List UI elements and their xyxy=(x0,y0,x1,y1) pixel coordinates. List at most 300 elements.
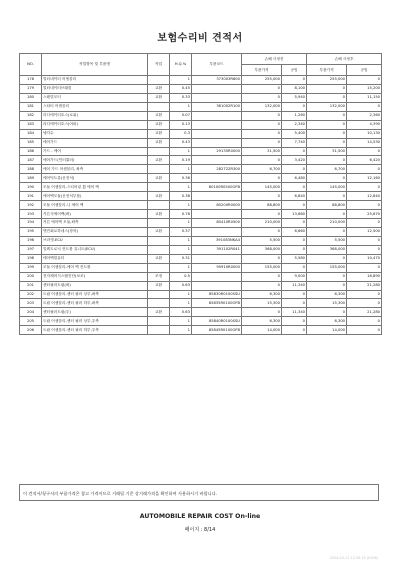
row-part-name: 브라켓-ECU xyxy=(42,236,148,245)
row-labor-after: 0 xyxy=(347,165,382,174)
row-part-code xyxy=(192,93,242,102)
row-no: 195 xyxy=(20,227,42,236)
row-part-price-before: 0 xyxy=(242,272,282,281)
table-row xyxy=(20,111,382,120)
row-part-price-after: 0 xyxy=(307,120,347,129)
table-row xyxy=(20,165,382,174)
row-part-name: 트림 어셈블리-센터 필러 상부,좌측 xyxy=(42,290,148,299)
row-no: 184 xyxy=(20,129,42,138)
header-before-group: 손해 사정전 xyxy=(242,54,307,65)
table-row xyxy=(20,272,382,281)
row-part-name: 트림 어셈블리-센터 필러 하부,좌측 xyxy=(42,299,148,308)
row-work xyxy=(148,201,170,210)
row-labor-after: 4,390 xyxy=(347,120,382,129)
row-work: 교환 xyxy=(148,174,170,183)
row-part-price-before: 0 xyxy=(242,210,282,219)
row-no: 189 xyxy=(20,174,42,183)
row-part-price-after: 0 xyxy=(307,281,347,290)
row-hq: 1 xyxy=(170,76,192,85)
row-no: 204 xyxy=(20,308,42,317)
row-part-code xyxy=(192,254,242,263)
row-no: 206 xyxy=(20,326,42,335)
header-part-price-after: 부품가격 xyxy=(307,65,347,76)
row-part-price-after: 255,000 xyxy=(307,76,347,85)
row-labor-before: 0 xyxy=(282,183,307,192)
row-labor-after: 15,200 xyxy=(347,84,382,93)
row-labor-before: 5,580 xyxy=(282,254,307,263)
row-part-price-after: 88,800 xyxy=(307,201,347,210)
row-no: 179 xyxy=(20,84,42,93)
row-no: 197 xyxy=(20,245,42,254)
row-part-name: 커튼 에어백 모듈,좌측 xyxy=(42,219,148,228)
row-labor-before: 9,000 xyxy=(282,272,307,281)
row-part-price-before: 14,000 xyxy=(242,326,282,335)
timestamp-watermark: 2024-03-17 12:16:15 (0206) xyxy=(329,556,378,560)
row-no: 196 xyxy=(20,236,42,245)
row-part-price-after: 6,700 xyxy=(307,165,347,174)
row-part-price-before: 145,000 xyxy=(242,183,282,192)
row-part-price-before: 5,500 xyxy=(242,236,282,245)
row-labor-after: 6,420 xyxy=(347,156,382,165)
row-hq: 1 xyxy=(170,183,192,192)
row-labor-after: 0 xyxy=(347,326,382,335)
row-hq: 0.3 xyxy=(170,129,192,138)
row-part-price-before: 0 xyxy=(242,156,282,165)
row-part-code: 391083NKA4 xyxy=(192,236,242,245)
table-row xyxy=(20,156,382,165)
row-hq: 1 xyxy=(170,201,192,210)
row-work xyxy=(148,76,170,85)
row-part-code: 391102R041 xyxy=(192,245,242,254)
row-no: 199 xyxy=(20,263,42,272)
row-part-code xyxy=(192,156,242,165)
row-part-code: 361002R100 xyxy=(192,102,242,111)
row-part-name: 모듈 어셈블리-니 에어 백 xyxy=(42,201,148,210)
row-part-price-after: 14,000 xyxy=(307,326,347,335)
row-part-name: 트림 어셈블리-센터 필러 하부,우측 xyxy=(42,326,148,335)
row-labor-before: 0 xyxy=(282,219,307,228)
row-part-price-before: 210,000 xyxy=(242,219,282,228)
row-part-price-after: 15,300 xyxy=(307,299,347,308)
row-part-price-after: 0 xyxy=(307,272,347,281)
row-part-price-after: 0 xyxy=(307,156,347,165)
row-no: 190 xyxy=(20,183,42,192)
row-labor-after: 21,280 xyxy=(347,281,382,290)
table-row xyxy=(20,210,382,219)
table-header xyxy=(20,54,382,76)
row-no: 193 xyxy=(20,210,42,219)
row-part-name: 얼터네이터 어셈블리 xyxy=(42,76,148,85)
row-part-price-after: 0 xyxy=(307,210,347,219)
disclaimer-note: 이 견적서/청구서의 부품가격은 참고 가격이므로 거래될 기준 상거래가격을 확인하여 사용하시기 바랍니다. xyxy=(19,484,379,501)
row-no: 200 xyxy=(20,272,42,281)
row-part-price-after: 0 xyxy=(307,192,347,201)
row-part-code: 29135R0000 xyxy=(192,147,242,156)
row-labor-before: 2,340 xyxy=(282,120,307,129)
row-work xyxy=(148,317,170,326)
row-no: 191 xyxy=(20,192,42,201)
header-hq: H.Q.% xyxy=(170,54,192,76)
row-part-name: 모듈 어셈블리-스티어링 휠 에어 백 xyxy=(42,183,148,192)
row-part-name: 센터필러트림(우) xyxy=(42,308,148,317)
row-no: 202 xyxy=(20,290,42,299)
row-work xyxy=(148,299,170,308)
footer-title: AUTOMOBILE REPAIR COST On-line xyxy=(139,513,261,520)
row-work: 조정 xyxy=(148,272,170,281)
row-labor-before: 11,340 xyxy=(282,281,307,290)
row-work: 교환 xyxy=(148,93,170,102)
row-part-name: 에어백컴퓨터 xyxy=(42,254,148,263)
row-hq: 0.38 xyxy=(170,192,192,201)
row-part-code xyxy=(192,308,242,317)
row-no: 182 xyxy=(20,111,42,120)
row-part-name: 전자제어식스템진단(보조) xyxy=(42,272,148,281)
row-work: 교환 xyxy=(148,227,170,236)
row-work: 교환 xyxy=(148,120,170,129)
row-part-price-before: 0 xyxy=(242,138,282,147)
row-hq: 1 xyxy=(170,102,192,111)
row-part-code xyxy=(192,138,242,147)
row-part-name: 냉각수 xyxy=(42,129,148,138)
row-work xyxy=(148,147,170,156)
row-part-name: 에어가드 xyxy=(42,138,148,147)
row-labor-before: 0 xyxy=(282,326,307,335)
table-row xyxy=(20,326,382,335)
row-labor-after: 0 xyxy=(347,219,382,228)
row-labor-before: 3,420 xyxy=(282,156,307,165)
row-no: 183 xyxy=(20,120,42,129)
row-labor-before: 0 xyxy=(282,165,307,174)
row-part-price-after: 0 xyxy=(307,129,347,138)
row-work: 교환 xyxy=(148,192,170,201)
row-part-code: 85835R0100OFB xyxy=(192,299,242,308)
table-row xyxy=(20,290,382,299)
row-labor-after: 2,360 xyxy=(347,111,382,120)
row-part-price-before: 0 xyxy=(242,93,282,102)
row-labor-after: 0 xyxy=(347,102,382,111)
row-work: 교환 xyxy=(148,281,170,290)
row-part-code xyxy=(192,210,242,219)
row-labor-after: 12,840 xyxy=(347,192,382,201)
row-part-price-before: 6,300 xyxy=(242,317,282,326)
row-labor-before: 0 xyxy=(282,76,307,85)
row-hq: 1 xyxy=(170,236,192,245)
row-labor-before: 8,100 xyxy=(282,84,307,93)
row-no: 188 xyxy=(20,165,42,174)
row-work xyxy=(148,165,170,174)
row-part-price-after: 155,000 xyxy=(307,263,347,272)
row-work: 교환 xyxy=(148,129,170,138)
table-row xyxy=(20,281,382,290)
row-labor-before: 5,400 xyxy=(282,129,307,138)
row-part-price-before: 368,000 xyxy=(242,245,282,254)
row-part-price-after: 210,000 xyxy=(307,219,347,228)
row-no: 198 xyxy=(20,254,42,263)
row-part-price-after: 145,000 xyxy=(307,183,347,192)
row-part-name: 커튼식에어백(좌) xyxy=(42,210,148,219)
table-row xyxy=(20,129,382,138)
row-part-name: 모듈 어셈블리-에어 백 컨트롤 xyxy=(42,263,148,272)
row-hq: 0.63 xyxy=(170,308,192,317)
row-no: 178 xyxy=(20,76,42,85)
table-row xyxy=(20,263,382,272)
table-row xyxy=(20,183,382,192)
row-work xyxy=(148,102,170,111)
row-work: 교환 xyxy=(148,254,170,263)
row-hq: 0.63 xyxy=(170,281,192,290)
row-part-code: 85830R0100SSU xyxy=(192,290,242,299)
row-part-price-before: 0 xyxy=(242,192,282,201)
row-part-name: 에어 가드 어셈블리, 좌측 xyxy=(42,165,148,174)
row-hq: 1 xyxy=(170,317,192,326)
row-no: 194 xyxy=(20,219,42,228)
table-row xyxy=(20,299,382,308)
header-work: 작업 xyxy=(148,54,170,76)
row-part-code: 373003R600 xyxy=(192,76,242,85)
row-part-name: 스타터 어셈블리 xyxy=(42,102,148,111)
row-part-price-after: 6,300 xyxy=(307,317,347,326)
table-row xyxy=(20,102,382,111)
row-part-code xyxy=(192,129,242,138)
row-hq: 1 xyxy=(170,245,192,254)
row-work xyxy=(148,326,170,335)
row-part-code xyxy=(192,192,242,201)
row-part-price-after: 0 xyxy=(307,84,347,93)
row-part-price-before: 0 xyxy=(242,174,282,183)
row-no: 181 xyxy=(20,102,42,111)
row-work xyxy=(148,183,170,192)
row-labor-after: 0 xyxy=(347,299,382,308)
row-labor-before: 11,340 xyxy=(282,308,307,317)
row-labor-before: 0 xyxy=(282,147,307,156)
row-part-price-before: 0 xyxy=(242,120,282,129)
row-part-code xyxy=(192,281,242,290)
table-row xyxy=(20,308,382,317)
row-part-price-after: 0 xyxy=(307,308,347,317)
table-row xyxy=(20,201,382,210)
row-part-price-before: 0 xyxy=(242,84,282,93)
row-labor-before: 0 xyxy=(282,317,307,326)
row-hq: 0.31 xyxy=(170,254,192,263)
row-part-code: 282722R300 xyxy=(192,165,242,174)
row-no: 201 xyxy=(20,281,42,290)
header-labor-after: 공임 xyxy=(347,65,382,76)
row-labor-after: 0 xyxy=(347,263,382,272)
row-part-name: 라디에이터호스(로워) xyxy=(42,111,148,120)
row-labor-after: 12,160 xyxy=(347,174,382,183)
row-labor-before: 0 xyxy=(282,102,307,111)
row-labor-after: 16,890 xyxy=(347,272,382,281)
row-part-price-before: 0 xyxy=(242,111,282,120)
row-part-name: 얼터네이터브래킷 xyxy=(42,84,148,93)
row-labor-after: 25,670 xyxy=(347,210,382,219)
row-labor-after: 21,280 xyxy=(347,308,382,317)
row-hq: 0.33 xyxy=(170,93,192,102)
row-labor-after: 0 xyxy=(347,290,382,299)
row-labor-after: 10,470 xyxy=(347,254,382,263)
row-part-code xyxy=(192,272,242,281)
row-hq: 0.13 xyxy=(170,120,192,129)
table-row xyxy=(20,317,382,326)
table-row xyxy=(20,138,382,147)
header-labor: 공임 xyxy=(282,65,307,76)
row-work xyxy=(148,219,170,228)
row-work: 교환 xyxy=(148,111,170,120)
table-row xyxy=(20,76,382,85)
row-hq: 1 xyxy=(170,147,192,156)
row-hq: 0.43 xyxy=(170,138,192,147)
row-part-price-after: 0 xyxy=(307,174,347,183)
row-labor-before: 7,740 xyxy=(282,138,307,147)
header-part-name: 작업항목 및 부품명 xyxy=(42,54,148,76)
row-work: 교환 xyxy=(148,84,170,93)
row-part-code xyxy=(192,120,242,129)
row-work xyxy=(148,236,170,245)
row-part-price-before: 6,700 xyxy=(242,165,282,174)
row-part-name: 엔진회로하네스(장착) xyxy=(42,227,148,236)
row-work: 교환 xyxy=(148,156,170,165)
row-part-price-after: 368,000 xyxy=(307,245,347,254)
row-hq: 1 xyxy=(170,263,192,272)
row-no: 192 xyxy=(20,201,42,210)
table-row xyxy=(20,219,382,228)
table-body xyxy=(20,76,382,335)
table-row xyxy=(20,245,382,254)
row-hq: 1 xyxy=(170,299,192,308)
row-part-price-after: 0 xyxy=(307,254,347,263)
row-part-price-before: 155,000 xyxy=(242,263,282,272)
row-part-code: 80200R0000 xyxy=(192,201,242,210)
row-labor-after: 14,530 xyxy=(347,138,382,147)
row-part-name: 센터필러트림(좌) xyxy=(42,281,148,290)
row-no: 203 xyxy=(20,299,42,308)
row-part-price-after: 0 xyxy=(307,138,347,147)
row-labor-before: 0 xyxy=(282,299,307,308)
row-part-price-before: 0 xyxy=(242,281,282,290)
row-labor-after: 0 xyxy=(347,76,382,85)
row-work: 교환 xyxy=(148,210,170,219)
table-row xyxy=(20,174,382,183)
row-labor-after: 0 xyxy=(347,147,382,156)
row-part-name: 에어가드(인터쿨러) xyxy=(42,156,148,165)
row-part-price-before: 88,800 xyxy=(242,201,282,210)
row-hq: 0.19 xyxy=(170,156,192,165)
row-part-code xyxy=(192,174,242,183)
row-hq: 0.07 xyxy=(170,111,192,120)
row-part-price-before: 0 xyxy=(242,129,282,138)
row-part-name: 에어덕트류(운전석) xyxy=(42,174,148,183)
row-part-code xyxy=(192,227,242,236)
page-indicator: 페이지 : 8/14 xyxy=(184,527,216,533)
row-part-price-after: 0 xyxy=(307,227,347,236)
row-part-name: 스테빌모터 xyxy=(42,93,148,102)
row-hq: 0.5 xyxy=(170,272,192,281)
row-hq: 1 xyxy=(170,165,192,174)
row-labor-before: 6,840 xyxy=(282,192,307,201)
row-hq: 0.36 xyxy=(170,174,192,183)
row-part-price-before: 255,000 xyxy=(242,76,282,85)
row-hq: 1 xyxy=(170,290,192,299)
header-part-code: 부품코드 xyxy=(192,54,242,76)
row-part-code: 80100R0500OFB xyxy=(192,183,242,192)
row-part-price-after: 0 xyxy=(307,93,347,102)
row-no: 187 xyxy=(20,156,42,165)
row-labor-before: 1,260 xyxy=(282,111,307,120)
row-labor-after: 0 xyxy=(347,183,382,192)
row-labor-after: 10,130 xyxy=(347,129,382,138)
row-hq: 0.45 xyxy=(170,84,192,93)
table-row xyxy=(20,227,382,236)
row-hq: 0.76 xyxy=(170,210,192,219)
row-part-price-after: 31,500 xyxy=(307,147,347,156)
row-part-price-after: 6,300 xyxy=(307,290,347,299)
row-no: 185 xyxy=(20,138,42,147)
estimate-table xyxy=(19,53,382,335)
row-part-price-after: 132,000 xyxy=(307,102,347,111)
row-no: 186 xyxy=(20,147,42,156)
row-part-price-after: 5,500 xyxy=(307,236,347,245)
row-part-price-before: 0 xyxy=(242,227,282,236)
row-labor-before: 0 xyxy=(282,290,307,299)
row-labor-before: 6,480 xyxy=(282,174,307,183)
row-hq: 1 xyxy=(170,219,192,228)
row-part-code: 85840R0100SSU xyxy=(192,317,242,326)
row-part-price-before: 0 xyxy=(242,254,282,263)
table-row xyxy=(20,254,382,263)
row-part-price-before: 132,000 xyxy=(242,102,282,111)
row-no: 205 xyxy=(20,317,42,326)
row-labor-before: 0 xyxy=(282,245,307,254)
table-row xyxy=(20,192,382,201)
table-row xyxy=(20,120,382,129)
table-row xyxy=(20,236,382,245)
row-labor-after: 0 xyxy=(347,245,382,254)
row-hq: 1 xyxy=(170,326,192,335)
row-part-name: 가드 - 에어 xyxy=(42,147,148,156)
row-labor-before: 0 xyxy=(282,263,307,272)
row-labor-before: 6,660 xyxy=(282,227,307,236)
row-part-price-before: 0 xyxy=(242,308,282,317)
row-labor-before: 5,940 xyxy=(282,93,307,102)
row-part-price-after: 0 xyxy=(307,111,347,120)
row-work xyxy=(148,290,170,299)
row-part-name: 일렉트로닉 컨트롤 유니트(ECU) xyxy=(42,245,148,254)
row-labor-after: 11,150 xyxy=(347,93,382,102)
row-part-name: 트림 어셈블리-센터 필러 상부,우측 xyxy=(42,317,148,326)
row-part-code xyxy=(192,84,242,93)
row-labor-before: 0 xyxy=(282,236,307,245)
row-work xyxy=(148,245,170,254)
row-work: 교환 xyxy=(148,308,170,317)
row-hq: 0.37 xyxy=(170,227,192,236)
table-row xyxy=(20,147,382,156)
row-part-code xyxy=(192,111,242,120)
document-title: 보험수리비 견적서 xyxy=(157,33,243,44)
row-labor-after: 0 xyxy=(347,317,382,326)
row-part-code: 80410R0500 xyxy=(192,219,242,228)
row-labor-before: 0 xyxy=(282,201,307,210)
row-work: 교환 xyxy=(148,138,170,147)
header-part-price: 부품가격 xyxy=(242,65,282,76)
row-part-price-before: 6,300 xyxy=(242,290,282,299)
row-no: 180 xyxy=(20,93,42,102)
row-part-price-before: 15,300 xyxy=(242,299,282,308)
table-row xyxy=(20,93,382,102)
row-part-price-before: 31,500 xyxy=(242,147,282,156)
row-labor-after: 12,500 xyxy=(347,227,382,236)
row-labor-after: 0 xyxy=(347,236,382,245)
row-part-code: 95910R0000 xyxy=(192,263,242,272)
